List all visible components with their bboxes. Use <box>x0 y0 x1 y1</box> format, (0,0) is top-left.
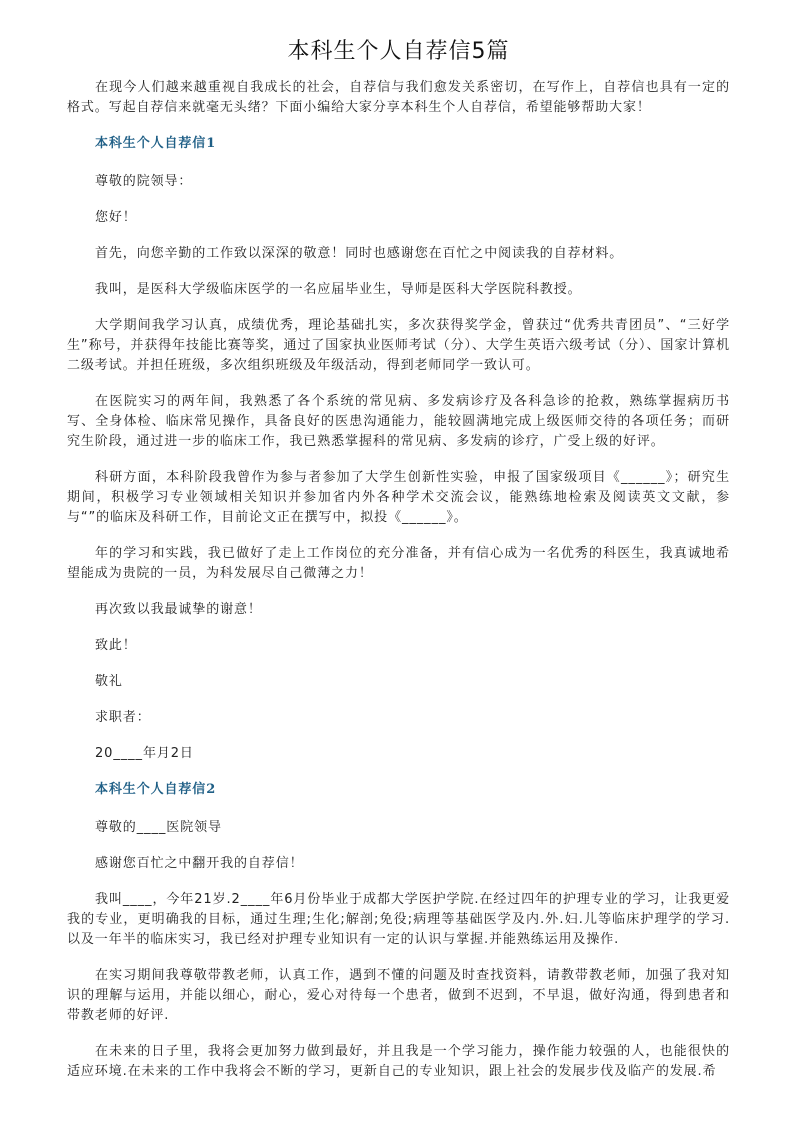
paragraph: 在现今人们越来越重视自我成长的社会，自荐信与我们愈发关系密切，在写作上，自荐信也具有一定的格式。写起自荐信来就毫无头绪？下面小编给大家分享本科生个人自荐信，希望能够帮助大家！ <box>67 80 730 115</box>
paragraph: 我叫，是医科大学级临床医学的一名应届毕业生，导师是医科大学医院科教授。 <box>95 282 582 297</box>
document-body <box>67 78 730 1098</box>
paragraph: 在医院实习的两年间，我熟悉了各个系统的常见病、多发病诊疗及各科急诊的抢救，熟练掌握病历书写、全身体检、临床常见操作，具备良好的医患沟通能力，能较圆满地完成上级医师交待的各项任务；而研究生阶段，通过进一步的临床工作，我已熟悉掌握科的常见病、多发病的诊疗，广受上级的好评。 <box>67 394 730 449</box>
paragraph: 您好！ <box>95 210 137 225</box>
paragraph: 首先，向您辛勤的工作致以深深的敬意！同时也感谢您在百忙之中阅读我的自荐材料。 <box>95 246 624 261</box>
paragraph: 20____年月2日 <box>95 746 194 761</box>
paragraph: 求职者： <box>95 710 151 725</box>
paragraph: 感谢您百忙之中翻开我的自荐信！ <box>95 856 304 871</box>
section-heading: 本科生个人自荐信1 <box>95 136 217 151</box>
document-title: 本科生个人自荐信5篇 <box>287 39 510 64</box>
paragraph: 在实习期间我尊敬带教老师，认真工作，遇到不懂的问题及时查找资料，请教带教老师，加强了我对知识的理解与运用，并能以细心，耐心，爱心对待每一个患者，做到不迟到，不早退，做好沟通，得到患者和带教老师的好评. <box>67 968 730 1023</box>
paragraph: 我叫____，今年21岁.2____年6月份毕业于成都大学医护学院.在经过四年的护理专业的学习，让我更爱我的专业，更明确我的目标，通过生理;生化;解剖;免役;病理等基础医学及内.外.妇.儿等临床护理学的学习.以及一年半的临床实习，我已经对护理专业知识有一定的认识与掌握.并能熟练运用及操作. <box>67 892 730 947</box>
paragraph: 尊敬的____医院领导 <box>95 820 222 835</box>
section-heading: 本科生个人自荐信2 <box>95 782 217 797</box>
paragraph: 尊敬的院领导： <box>95 174 193 189</box>
paragraph: 大学期间我学习认真，成绩优秀，理论基础扎实，多次获得奖学金，曾获过“优秀共青团员”、“三好学生”称号，并获得年技能比赛等奖，通过了国家执业医师考试（分）、大学生英语六级考试（分）、国家计算机二级考试。并担任班级，多次组织班级及年级活动，得到老师同学一致认可。 <box>67 318 730 373</box>
paragraph: 再次致以我最诚挚的谢意！ <box>95 602 262 617</box>
paragraph: 在未来的日子里，我将会更加努力做到最好，并且我是一个学习能力，操作能力较强的人，也能很快的适应环境.在未来的工作中我将会不断的学习，更新自己的专业知识，跟上社会的发展步伐及临产的发展.希 <box>67 1044 730 1079</box>
paragraph: 年的学习和实践，我已做好了走上工作岗位的充分准备，并有信心成为一名优秀的科医生，我真诚地希望能成为贵院的一员，为科发展尽自己微薄之力！ <box>67 546 730 581</box>
paragraph: 致此！ <box>95 638 137 653</box>
paragraph: 敬礼 <box>95 674 123 689</box>
paragraph: 科研方面，本科阶段我曾作为参与者参加了大学生创新性实验，申报了国家级项目《______》；研究生期间，积极学习专业领域相关知识并参加省内外各种学术交流会议，能熟练地检索及阅读英文文献，参与“”的临床及科研工作，目前论文正在撰写中，拟投《______》。 <box>67 470 730 525</box>
